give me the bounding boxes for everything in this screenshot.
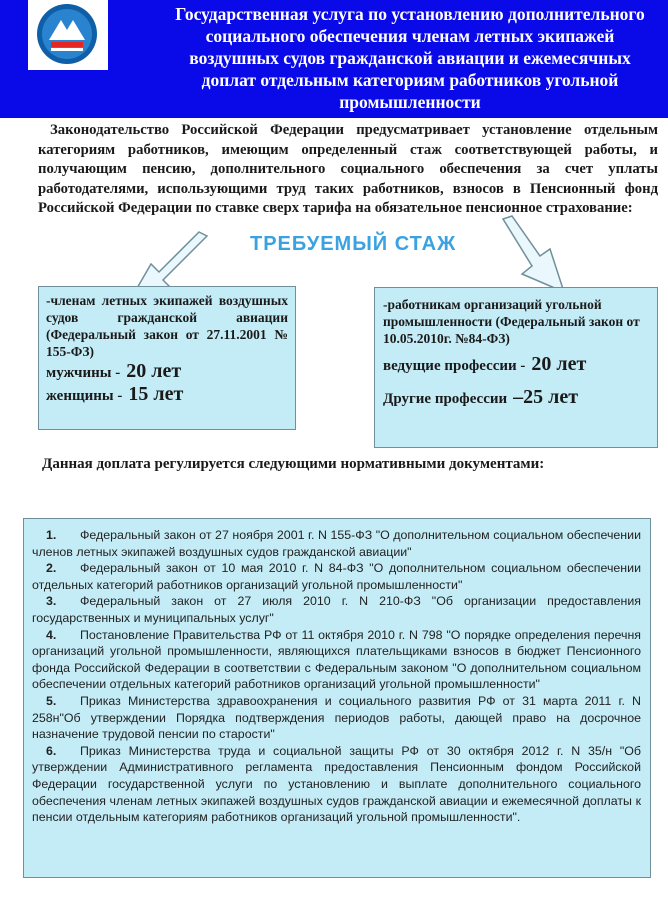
coal-stazh-box xyxy=(374,287,658,448)
item-number: 5. xyxy=(46,693,57,708)
coal-law-text: -работникам организаций угольной промышленности (Федеральный закон от 10.05.2010г. №84-ФЗ) xyxy=(383,297,640,346)
item-text: Приказ Министерства здравоохранения и социального развития РФ от 31 марта 2011 г. N 258н"Об утверждении Порядка подтверждения периодов работы, дающей право на досрочное назначение трудовой пенсии по старости" xyxy=(32,693,641,742)
documents-list xyxy=(23,518,651,878)
item-text: Федеральный закон от 27 июля 2010 г. N 210-ФЗ "Об организации предоставления государственных и муниципальных услуг" xyxy=(32,594,641,625)
logo-container xyxy=(28,0,108,70)
other-value: –25 лет xyxy=(513,386,579,408)
leading-row xyxy=(383,353,649,376)
leading-label: ведущие профессии - xyxy=(383,358,526,374)
required-stazh-heading: ТРЕБУЕМЫЙ СТАЖ xyxy=(250,233,457,255)
other-label: Другие профессии xyxy=(383,391,508,407)
header-banner xyxy=(0,0,668,118)
regulation-heading: Данная доплата регулируется следующими нормативными документами: xyxy=(42,456,545,472)
intro-paragraph: Законодательство Российской Федерации предусматривает установление отдельным категориям работников, имеющим определенный стаж соответствующей работы, и получающим пенсию, дополнительного социального обеспечения за счет уплаты работодателями, использующими труд таких работников, взносов в Пенсионный фонд Российской Федерации по ставке сверх тарифа на обязательное пенсионное страхование: xyxy=(38,122,658,216)
item-text: Федеральный закон от 27 ноября 2001 г. N 155-ФЗ "О дополнительном социальном обеспечении членов летных экипажей воздушных судов гражданской авиации" xyxy=(32,528,641,559)
women-row xyxy=(46,383,288,406)
men-row xyxy=(46,360,288,383)
men-label: мужчины - xyxy=(46,365,121,381)
page-title: Государственная услуга по установлению дополнительного социального обеспечения членам летных экипажей воздушных судов гражданской авиации и ежемесячных доплат отдельным категориям работников угольной промышленности xyxy=(175,4,645,112)
item-number: 6. xyxy=(46,743,57,758)
item-number: 4. xyxy=(46,627,57,642)
item-number: 2. xyxy=(46,561,57,576)
pfr-logo-icon xyxy=(34,2,100,66)
women-label: женщины - xyxy=(46,388,123,404)
list-item xyxy=(32,627,641,693)
leading-value: 20 лет xyxy=(531,353,587,375)
arrow-right-icon xyxy=(500,214,580,296)
aviation-stazh-box xyxy=(38,286,296,430)
list-item xyxy=(32,527,641,560)
women-value: 15 лет xyxy=(128,383,184,405)
other-row xyxy=(383,386,649,409)
aviation-law-text: -членам летных экипажей воздушных судов гражданской авиации (Федеральный закон от 27.11.2001 № 155-ФЗ) xyxy=(46,293,288,359)
item-text: Федеральный закон от 10 мая 2010 г. N 84-ФЗ "О дополнительном социальном обеспечении отдельных категорий работников организаций угольной промышленности" xyxy=(32,561,641,592)
list-item xyxy=(32,560,641,593)
item-number: 1. xyxy=(46,528,57,542)
list-item xyxy=(32,593,641,626)
list-item xyxy=(32,743,641,826)
men-value: 20 лет xyxy=(126,360,182,382)
item-text: Приказ Министерства труда и социальной защиты РФ от 30 октября 2012 г. N 35/н "Об утверждении Административного регламента предоставления Пенсионным фондом Российской Федерации государственной услуги по установлению и выплате дополнительного социального обеспечения членам летных экипажей воздушных судов гражданской авиации и ежемесячной доплаты к пенсии отдельным категориям работников организаций угольной промышленности". xyxy=(32,743,641,825)
list-item xyxy=(32,693,641,743)
item-number: 3. xyxy=(46,594,57,609)
item-text: Постановление Правительства РФ от 11 октября 2010 г. N 798 "О порядке определения перечня организаций угольной промышленности, являющихся плательщиками взносов в бюджет Пенсионного фонда Российской Федерации в соответствии с Федеральным законом "О дополнительном социальном обеспечении отдельных категорий работников организаций угольной промышленности" xyxy=(32,627,641,692)
